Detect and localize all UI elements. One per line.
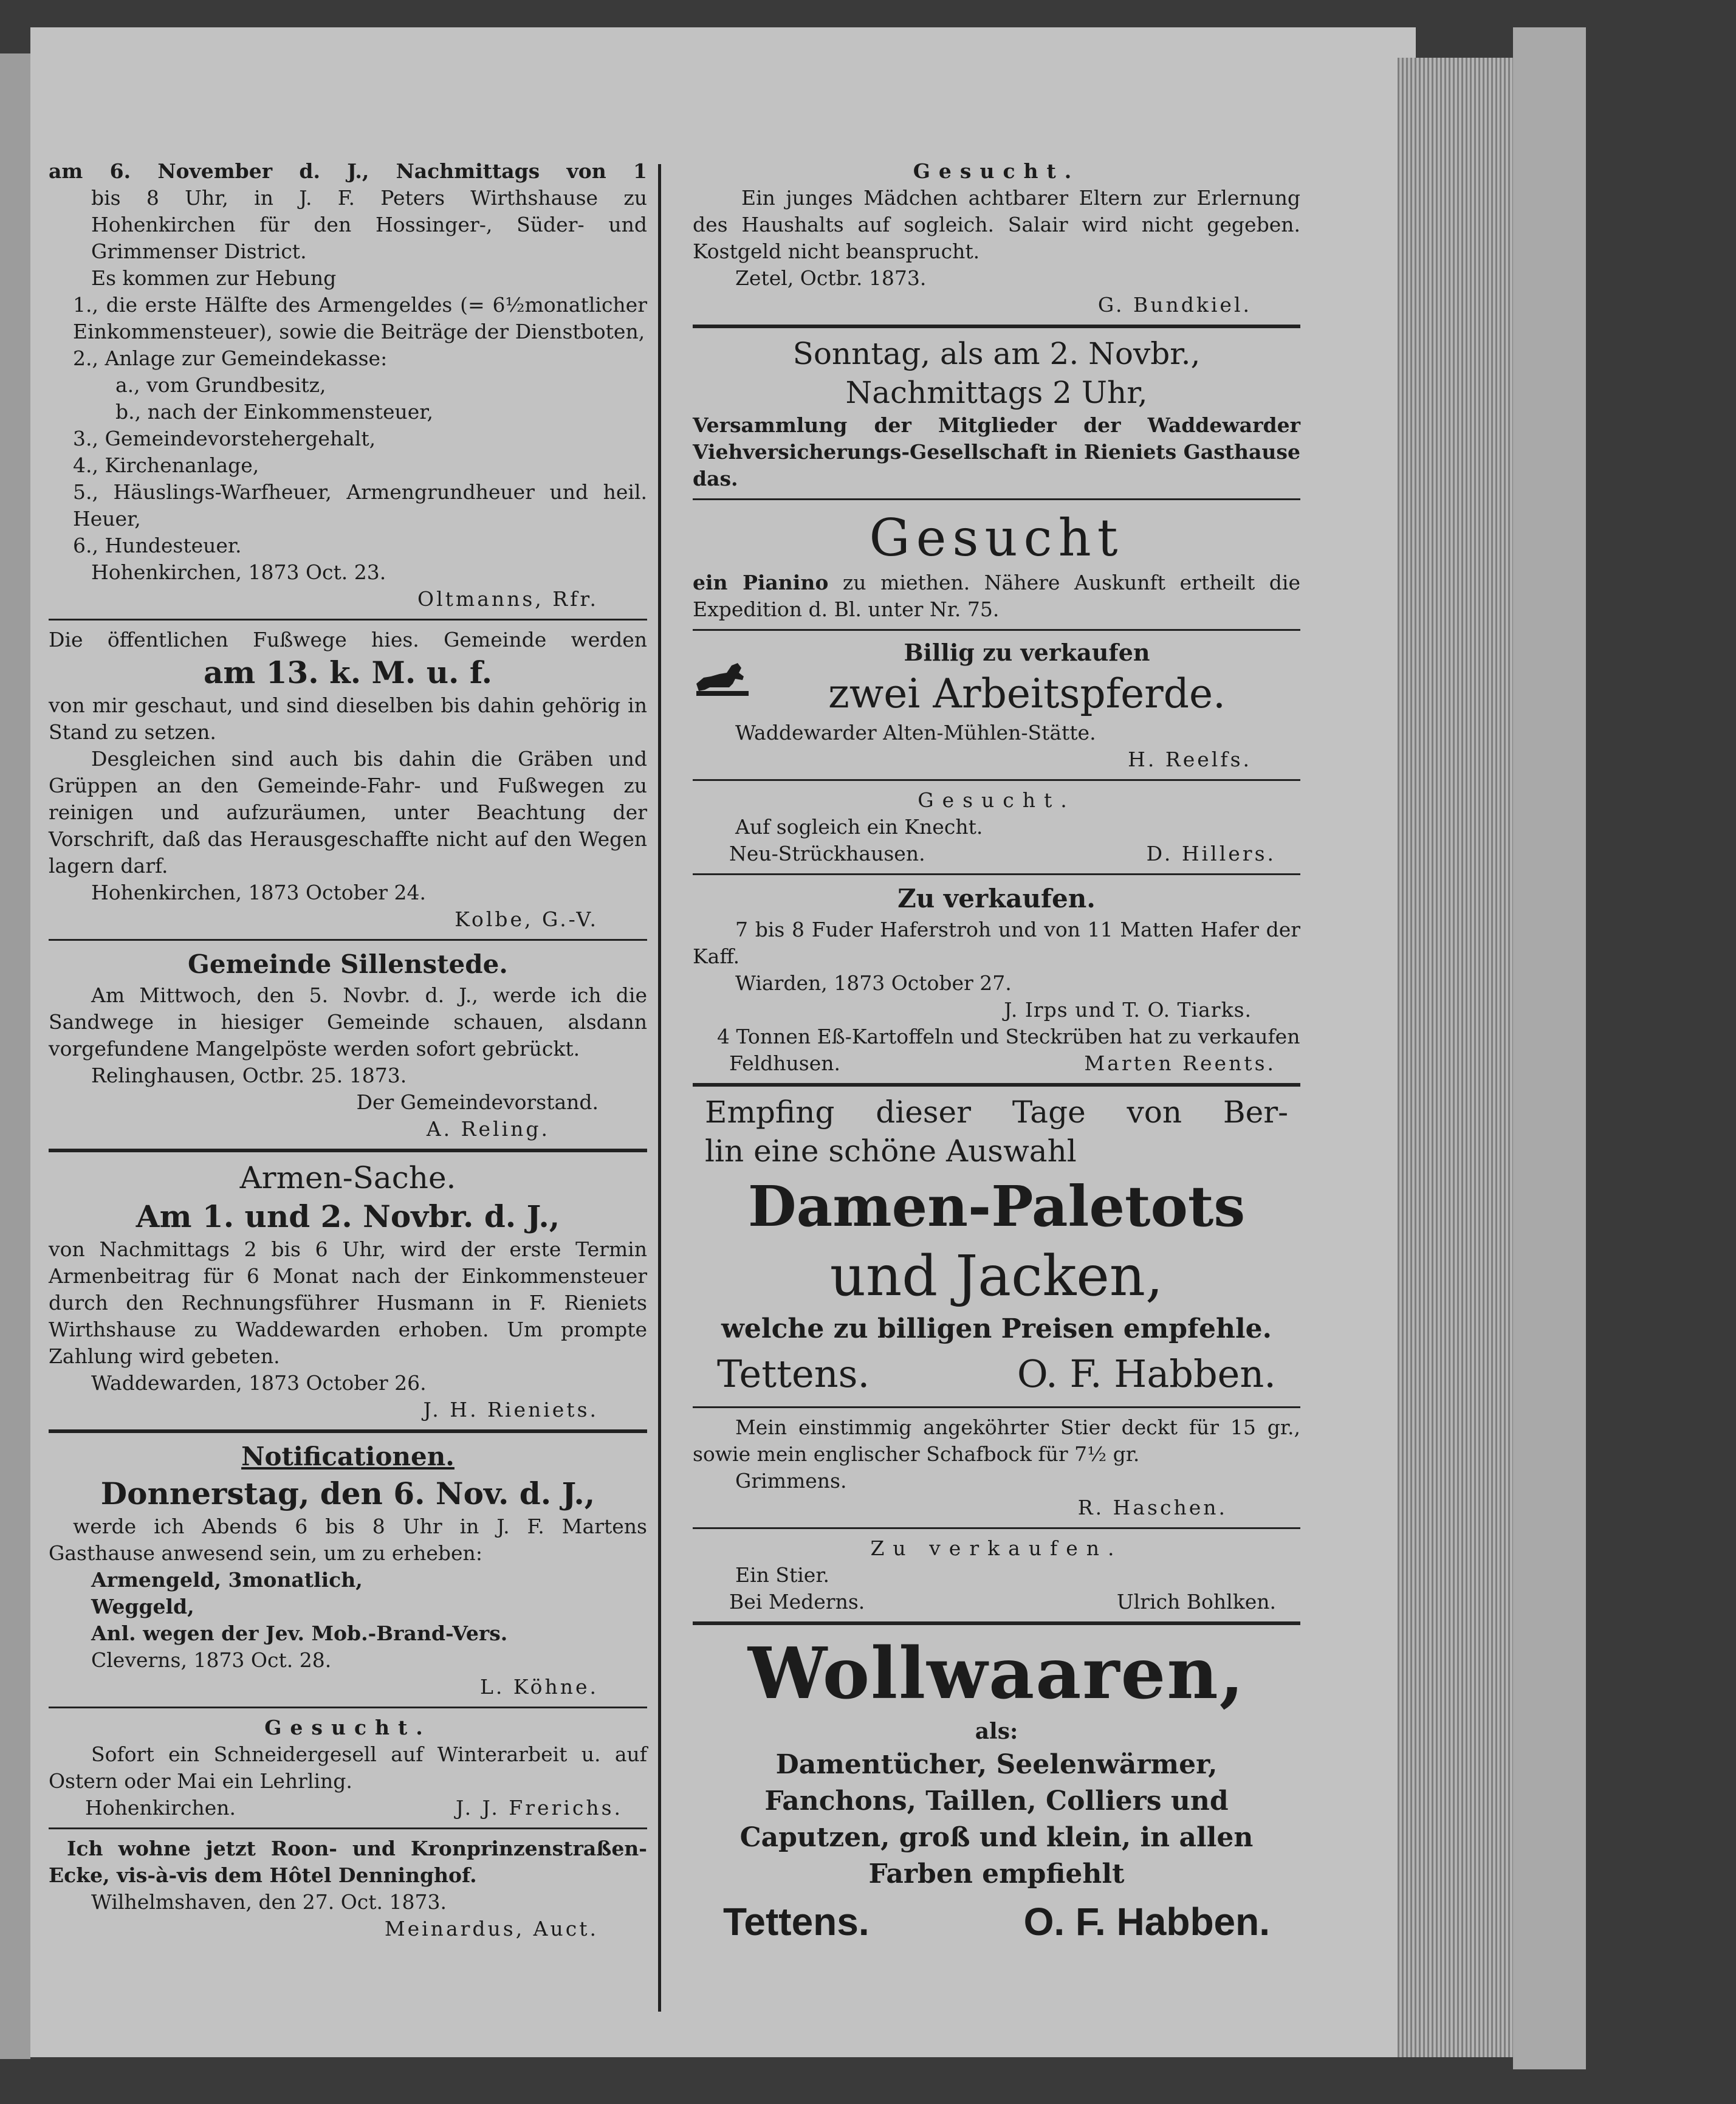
notice-footer (49, 1795, 647, 1821)
notice-signature: L. Köhne. (479, 1675, 599, 1699)
ad-line: als: (975, 1719, 1018, 1744)
notice-place-date: Waddewarden, 1873 October 26. (91, 1371, 427, 1395)
ad-text: Ein junges Mädchen achtbarer Eltern zur Erlernung des Haushalts auf sogleich. Salair wird nicht gegeben. Kostgeld nicht beansprucht. (693, 186, 1300, 263)
ad-wollwaaren (693, 1631, 1300, 1951)
ad-title: Gesucht. (918, 788, 1076, 812)
notice-separator (49, 1149, 647, 1152)
ad-zu-verkaufen-hafer (693, 881, 1300, 1077)
ad-footer (693, 1589, 1300, 1615)
ad-line: welche zu billigen Preisen empfehle. (721, 1313, 1272, 1344)
ad-text: Auf sogleich ein Knecht. (735, 815, 983, 839)
notice-gesucht-schneider (49, 1714, 647, 1821)
notice-signature: Der Gemeindevorstand. (356, 1090, 599, 1114)
ad-signature: Marten Reents. (1084, 1051, 1276, 1075)
ad-text: Ein Stier. (735, 1563, 829, 1587)
ad-signature: R. Haschen. (1077, 1496, 1227, 1519)
ad-signature: O. F. Habben. (1023, 1900, 1270, 1944)
notice-text: werde ich Abends 6 bis 8 Uhr in J. F. Martens Gasthause anwesend sein, um zu erheben: (49, 1514, 647, 1565)
ad-place: Feldhusen. (729, 1051, 841, 1075)
notice-place-date: Cleverns, 1873 Oct. 28. (91, 1648, 332, 1672)
list-item: a., vom Grundbesitz, (115, 373, 326, 397)
ad-damen-paletots (693, 1093, 1300, 1400)
ad-separator (693, 629, 1300, 631)
notice-address-change (49, 1835, 647, 1942)
notice-text: von mir geschaut, und sind dieselben bis dahin gehörig in Stand zu setzen. (49, 693, 647, 744)
ad-text: Versammlung der Mitglieder der Waddewarder Viehversicherungs-Gesellschaft in Rieniets Gasthause das. (693, 413, 1300, 490)
book-page-edges (1398, 58, 1513, 2057)
notice-text: Sofort ein Schneidergesell auf Winterarbeit u. auf Ostern oder Mai ein Lehrling. (49, 1742, 647, 1793)
ad-headline: Damen-Paletots (747, 1174, 1246, 1239)
ad-heading: Billig zu verkaufen (904, 639, 1150, 666)
ad-title: Zu verkaufen. (870, 1536, 1123, 1560)
ad-arbeitspferde (693, 637, 1300, 773)
ad-text: 4 Tonnen Eß-Kartoffeln und Steckrüben hat zu verkaufen (717, 1025, 1300, 1048)
notice-text: von Nachmittags 2 bis 6 Uhr, wird der erste Termin Armenbeitrag für 6 Monat nach der Einkommensteuer durch den Rechnungsführer Husmann in F. Rieniets Wirthshause zu Waddewarden erhoben. Um prompte Zahlung wird gebeten. (49, 1237, 647, 1368)
ad-footer (693, 1348, 1300, 1400)
ad-place: Tettens. (717, 1352, 870, 1396)
notice-date-heading: am 13. k. M. u. f. (203, 655, 493, 690)
ad-separator (693, 873, 1300, 875)
ad-line: lin eine schöne Auswahl (705, 1133, 1077, 1169)
list-item: 4., Kirchenanlage, (73, 453, 259, 477)
notice-line: am 6. November d. J., Nachmittags von 1 (49, 159, 647, 183)
notice-footpaths (49, 627, 647, 933)
ad-place: Waddewarder Alten-Mühlen-Stätte. (735, 721, 1096, 744)
notice-place-date: Relinghausen, Octbr. 25. 1873. (91, 1064, 407, 1087)
ad-signature: H. Reelfs. (1128, 748, 1252, 771)
notice-title: Notificationen. (241, 1442, 455, 1471)
book-cover-edge (1513, 27, 1586, 2069)
ad-zu-verkaufen-stier (693, 1535, 1300, 1615)
ad-gesucht-pianino (693, 506, 1300, 623)
ad-footer (693, 1050, 1300, 1077)
notice-text: Am Mittwoch, den 5. Novbr. d. J., werde ich die Sandwege in hiesiger Gemeinde schauen, alsdann vorgefundene Mangelpöste werden sofort gebrückt. (49, 983, 647, 1061)
list-item: b., nach der Einkommensteuer, (115, 400, 433, 424)
notice-sillenstede (49, 947, 647, 1143)
notice-line: bis 8 Uhr, in J. F. Peters Wirthshause zu (91, 186, 647, 210)
notice-signature: J. H. Rieniets. (423, 1398, 599, 1422)
ad-separator (693, 1406, 1300, 1408)
ad-versammlung (693, 334, 1300, 492)
notice-place-date: Wilhelmshaven, den 27. Oct. 1873. (91, 1890, 447, 1914)
ad-text: zu miethen. Nähere Auskunft ertheilt die Expedition d. Bl. unter Nr. 75. (693, 571, 1301, 621)
ad-gesucht-knecht (693, 787, 1300, 867)
ad-separator (693, 1083, 1300, 1087)
ad-separator (693, 1621, 1300, 1625)
list-item: 1., die erste Hälfte des Armengeldes (= 6½monatlicher Einkommensteuer), sowie die Beiträge der Dienstboten, (73, 293, 647, 343)
notice-date-heading: Am 1. und 2. Novbr. d. J., (136, 1198, 560, 1234)
ad-signature: O. F. Habben. (1017, 1352, 1276, 1396)
ad-footer (693, 841, 1300, 867)
ad-text: Damentücher, Seelenwärmer, Fanchons, Taillen, Colliers und Caputzen, groß und klein, in allen Farben empfiehlt (739, 1749, 1254, 1889)
notice-place-date: Hohenkirchen, 1873 October 24. (91, 881, 427, 904)
notice-intro: Es kommen zur Hebung (91, 266, 337, 290)
ad-separator (693, 325, 1300, 328)
ad-text: Mein einstimmig angeköhrter Stier deckt für 15 gr., sowie mein englischer Schafbock für 7½ gr. (693, 1415, 1300, 1466)
list-item: 3., Gemeindevorstehergehalt, (73, 427, 376, 450)
notice-signature: Kolbe, G.-V. (455, 907, 599, 931)
notice-separator (49, 619, 647, 621)
notice-title: Gemeinde Sillenstede. (188, 949, 508, 979)
ad-heading: Nachmittags 2 Uhr, (845, 375, 1148, 410)
ad-stier-deckt (693, 1414, 1300, 1521)
list-item: 5., Häuslings-Warfheuer, Armengrundheuer und heil. Heuer, (73, 480, 647, 531)
ad-footer (693, 1893, 1300, 1951)
ad-headline: Wollwaaren, (747, 1632, 1246, 1715)
notice-line: Die öffentlichen Fußwege hies. Gemeinde werden (49, 628, 647, 651)
horse-icon (693, 659, 753, 697)
notice-notificationen (49, 1439, 647, 1700)
previous-page-edge (0, 53, 30, 2059)
notice-date-heading: Donnerstag, den 6. Nov. d. J., (100, 1476, 595, 1511)
ad-separator (693, 498, 1300, 500)
ad-heading: Sonntag, als am 2. Novbr., (792, 336, 1201, 371)
ad-separator (693, 1527, 1300, 1529)
notice-signature: Oltmanns, Rfr. (417, 587, 599, 611)
ad-place: Tettens. (723, 1900, 870, 1944)
ad-line: Empfing dieser Tage von Ber- (705, 1095, 1288, 1130)
notice-place: Hohenkirchen. (85, 1796, 236, 1820)
notice-text: Ich wohne jetzt Roon- und Kronprinzenstraßen-Ecke, vis-à-vis dem Hôtel Denninghof. (49, 1837, 647, 1887)
notice-separator (49, 1429, 647, 1433)
notice-signature: Meinardus, Auct. (384, 1917, 599, 1941)
ad-title: Gesucht. (913, 159, 1080, 183)
notice-line: Hohenkirchen für den Hossinger-, Süder- und (91, 213, 647, 236)
ad-place: Neu-Strückhausen. (729, 842, 925, 865)
ad-bold-text: ein Pianino (693, 571, 829, 594)
notice-separator (49, 1707, 647, 1708)
ad-title: Gesucht (869, 508, 1124, 568)
ad-headline: und Jacken, (829, 1243, 1164, 1308)
ad-place-date: Wiarden, 1873 October 27. (735, 971, 1012, 995)
notice-armen-sache (49, 1158, 647, 1423)
ad-signature: D. Hillers. (1146, 842, 1276, 865)
list-item: 6., Hundesteuer. (73, 534, 242, 557)
ad-signature: G. Bundkiel. (1097, 293, 1252, 317)
notice-signature: A. Reling. (426, 1117, 550, 1141)
notice-separator (49, 939, 647, 941)
ad-signature: J. Irps und T. O. Tiarks. (1004, 998, 1252, 1022)
ad-gesucht-maedchen (693, 158, 1300, 318)
ad-signature: Ulrich Bohlken. (1116, 1590, 1276, 1614)
notice-place-date: Hohenkirchen, 1873 Oct. 23. (91, 560, 386, 584)
ad-place: Bei Mederns. (729, 1590, 865, 1614)
ad-heading-large: zwei Arbeitspferde. (828, 670, 1226, 717)
notice-item: Anl. wegen der Jev. Mob.-Brand-Vers. (91, 1621, 508, 1645)
right-column (693, 158, 1300, 1951)
notice-separator (49, 1827, 647, 1829)
ad-place-date: Zetel, Octbr. 1873. (735, 266, 927, 290)
ad-separator (693, 779, 1300, 781)
ad-title: Zu verkaufen. (897, 884, 1096, 913)
notice-title: Armen-Sache. (239, 1160, 456, 1195)
ad-place: Grimmens. (735, 1469, 847, 1493)
notice-signature: J. J. Frerichs. (456, 1796, 623, 1820)
notice-item: Armengeld, 3monatlich, (91, 1568, 363, 1592)
column-divider (658, 164, 661, 2012)
notice-text: Desgleichen sind auch bis dahin die Gräben und Grüppen an den Gemeinde-Fahr- und Fußwegen zu reinigen und aufzuräumen, unter Beachtung der Vorschrift, daß das Herausgeschaffte nicht auf den Wegen lagern darf. (49, 747, 647, 878)
list-item: 2., Anlage zur Gemeindekasse: (73, 346, 388, 370)
notice-item: Weggeld, (91, 1595, 194, 1618)
notice-tax-collection (49, 158, 647, 613)
notice-line: Grimmenser District. (91, 239, 307, 263)
ad-text: 7 bis 8 Fuder Haferstroh und von 11 Matten Hafer der Kaff. (693, 918, 1300, 968)
notice-title: Gesucht. (264, 1716, 431, 1739)
left-column (49, 158, 647, 1942)
